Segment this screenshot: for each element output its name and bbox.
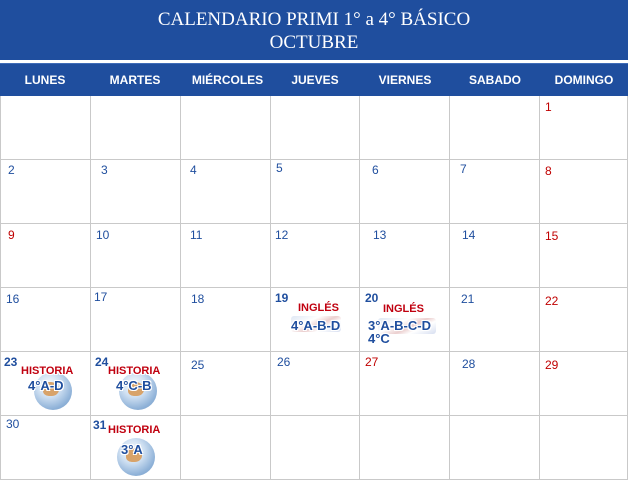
day-number: 11 — [190, 228, 203, 242]
day-number: 16 — [6, 292, 20, 306]
day-cell[interactable] — [91, 416, 181, 480]
day-cell[interactable] — [181, 352, 271, 416]
day-cell[interactable] — [91, 96, 181, 160]
event-course: 3°A-B-C-D — [368, 318, 431, 333]
day-number: 17 — [94, 290, 108, 304]
day-cell[interactable] — [360, 352, 450, 416]
event-subject: INGLÉS — [298, 302, 339, 314]
day-cell[interactable] — [450, 352, 540, 416]
day-cell[interactable] — [450, 224, 540, 288]
weekday-thursday: JUEVES — [291, 73, 339, 87]
month-title: OCTUBRE — [269, 32, 359, 53]
day-cell[interactable] — [450, 160, 540, 224]
day-number: 1 — [545, 100, 552, 114]
day-cell[interactable] — [0, 416, 91, 480]
day-number: 15 — [545, 229, 559, 243]
day-cell[interactable] — [540, 96, 628, 160]
day-number: 30 — [6, 417, 20, 431]
day-number: 6 — [372, 163, 379, 177]
day-number: 13 — [373, 228, 387, 242]
day-cell[interactable] — [181, 416, 271, 480]
weekday-monday: LUNES — [24, 73, 66, 87]
day-number: 8 — [545, 164, 552, 178]
event-course: 4°A-B-D — [291, 318, 341, 333]
day-cell[interactable] — [271, 416, 360, 480]
day-cell[interactable] — [360, 96, 450, 160]
day-number: 26 — [277, 355, 291, 369]
day-number: 4 — [190, 163, 197, 177]
day-number: 12 — [275, 228, 289, 242]
day-cell[interactable] — [181, 288, 271, 352]
weekday-friday: VIERNES — [378, 73, 432, 87]
calendar-title: CALENDARIO PRIMI 1° a 4° BÁSICO — [157, 9, 471, 30]
day-cell[interactable] — [91, 160, 181, 224]
day-cell[interactable] — [91, 288, 181, 352]
event-course: 4°C-B — [116, 378, 152, 393]
weekday-header-row — [0, 63, 628, 96]
day-cell[interactable] — [271, 160, 360, 224]
event-course: 3°A — [121, 442, 143, 457]
event-subject: HISTORIA — [108, 365, 161, 377]
day-number: 3 — [101, 163, 108, 177]
day-cell[interactable] — [0, 224, 91, 288]
day-number: 25 — [191, 358, 205, 372]
day-cell[interactable] — [271, 96, 360, 160]
day-number: 24 — [95, 355, 109, 369]
day-number: 27 — [365, 355, 379, 369]
day-cell[interactable] — [91, 224, 181, 288]
day-cell[interactable] — [0, 160, 91, 224]
day-number: 5 — [276, 161, 283, 175]
day-cell[interactable] — [450, 288, 540, 352]
day-cell[interactable] — [540, 416, 628, 480]
day-number: 7 — [460, 162, 467, 176]
day-cell[interactable] — [360, 160, 450, 224]
day-cell[interactable] — [271, 224, 360, 288]
day-cell[interactable] — [540, 160, 628, 224]
day-cell[interactable] — [271, 288, 360, 352]
day-number: 22 — [545, 294, 559, 308]
day-cell[interactable] — [450, 96, 540, 160]
day-number: 23 — [4, 355, 18, 369]
day-cell[interactable] — [181, 160, 271, 224]
day-number: 31 — [93, 418, 107, 432]
calendar-grid — [0, 96, 628, 480]
day-cell[interactable] — [540, 224, 628, 288]
calendar-header — [0, 0, 628, 60]
day-cell[interactable] — [360, 416, 450, 480]
day-number: 19 — [275, 291, 289, 305]
weekday-saturday: SABADO — [468, 73, 521, 87]
day-number: 20 — [365, 291, 379, 305]
day-cell[interactable] — [271, 352, 360, 416]
day-cell[interactable] — [181, 96, 271, 160]
day-cell[interactable] — [540, 352, 628, 416]
weekday-sunday: DOMINGO — [554, 73, 614, 87]
day-cell[interactable] — [360, 288, 450, 352]
event-subject: HISTORIA — [21, 365, 74, 377]
day-cell[interactable] — [360, 224, 450, 288]
day-cell[interactable] — [181, 224, 271, 288]
event-subject: HISTORIA — [108, 424, 161, 436]
day-number: 9 — [8, 228, 15, 242]
day-number: 14 — [462, 228, 476, 242]
day-number: 29 — [545, 358, 559, 372]
day-number: 18 — [191, 292, 205, 306]
day-cell[interactable] — [0, 288, 91, 352]
day-cell[interactable] — [0, 352, 91, 416]
day-number: 10 — [96, 228, 110, 242]
day-number: 28 — [462, 357, 476, 371]
day-cell[interactable] — [540, 288, 628, 352]
day-number: 2 — [8, 163, 15, 177]
event-course: 4°A-D — [28, 378, 64, 393]
weekday-wednesday: MIÉRCOLES — [191, 73, 264, 87]
day-cell[interactable] — [0, 96, 91, 160]
event-subject: INGLÉS — [383, 303, 424, 315]
event-course: 4°C — [368, 331, 390, 346]
weekday-tuesday: MARTES — [109, 73, 161, 87]
day-cell[interactable] — [91, 352, 181, 416]
day-number: 21 — [461, 292, 475, 306]
day-cell[interactable] — [450, 416, 540, 480]
